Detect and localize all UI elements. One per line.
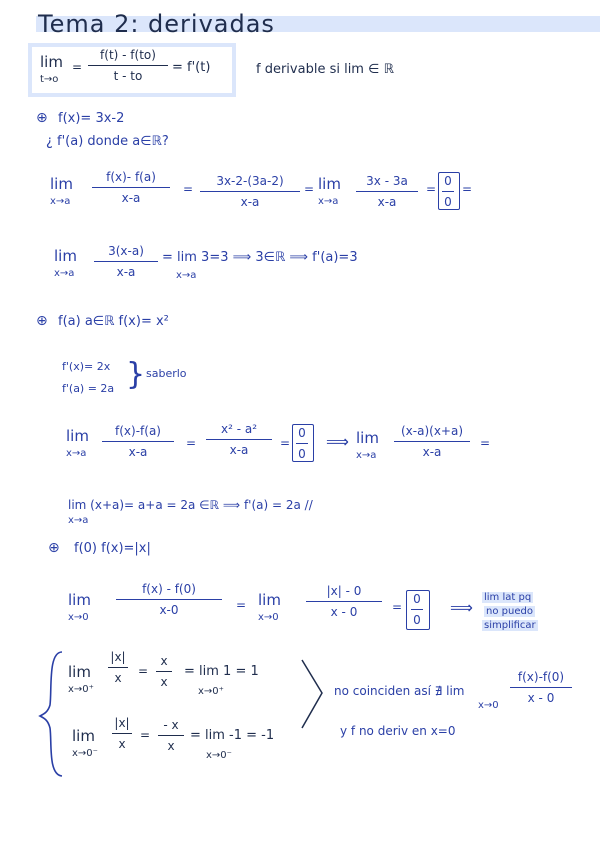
- ex3-case2-lim: lim x→0⁻: [72, 727, 98, 759]
- ex1-r1-frac2: 3x-2-(3a-2) x-a: [200, 174, 300, 209]
- ex3-case2-eq1: =: [140, 728, 151, 742]
- def-rhs: = f'(t): [172, 60, 211, 75]
- ex2-bullet-icon: ⊕: [36, 313, 48, 329]
- cases-right-bracket: [302, 660, 322, 728]
- ex3-r1-indet: 0 0: [411, 592, 423, 627]
- ex2-r1-lim: lim x→a: [66, 427, 89, 459]
- ex1-r1-lim2: lim x→a: [318, 175, 341, 207]
- ex1-r2-rest: = lim 3=3 ⟹ 3∈ℝ ⟹ f'(a)=3: [162, 250, 358, 265]
- ex1-r2-frac: 3(x-a) x-a: [94, 244, 158, 279]
- ex2-r2-sub: x→a: [68, 515, 89, 526]
- ex2-r1-eq3: =: [480, 436, 491, 450]
- ex2-r1-frac1: f(x)-f(a) x-a: [102, 424, 174, 459]
- ex1-r1-eq3: =: [426, 182, 437, 196]
- ex3-case2-frac1: |x| x: [112, 716, 132, 751]
- ex1-r2-lim: lim x→a: [54, 247, 77, 279]
- ex3-bullet-icon: ⊕: [48, 540, 60, 556]
- ex2-r1-arrow: ⟹: [326, 432, 349, 451]
- ex3-conclusion1-sub: x→0: [478, 700, 499, 711]
- page-title: Tema 2: derivadas: [38, 10, 275, 38]
- ex2-d2: f'(a) = 2a: [62, 382, 115, 395]
- ex3-case1-frac2: x x: [156, 654, 172, 689]
- ex2-r1-indet: 0 0: [296, 426, 308, 461]
- ex3-r1-note-3: simplificar: [484, 620, 536, 631]
- ex2-r1-eq1: =: [186, 436, 197, 450]
- ex2-r1-frac3: (x-a)(x+a) x-a: [394, 424, 470, 459]
- ex2-r1-lim2: lim x→a: [356, 429, 379, 461]
- ex1-r1-lim: lim x→a: [50, 175, 73, 207]
- def-fraction: f(t) - f(to) t - to: [88, 48, 168, 83]
- ex2-r2: lim (x+a)= a+a = 2a ∈ℝ ⟹ f'(a) = 2a //: [68, 498, 313, 512]
- ex3-conclusion1-frac: f(x)-f(0) x - 0: [510, 670, 572, 705]
- ex3-case2-rest: = lim -1 = -1: [190, 728, 275, 743]
- ex3-case1-frac1: |x| x: [108, 650, 128, 685]
- ex3-r1-eq1: =: [236, 598, 247, 612]
- ex3-case1-lim: lim x→0⁺: [68, 663, 94, 695]
- ex1-r1-frac1: f(x)- f(a) x-a: [92, 170, 170, 205]
- ex2-r1-eq2: =: [280, 436, 291, 450]
- def-lim: lim t→o: [40, 53, 63, 85]
- ex3-case1-sub2: x→0⁺: [198, 686, 224, 697]
- ex3-r1-arrow: ⟹: [450, 598, 473, 617]
- ex1-line2: ¿ f'(a) donde a∈ℝ?: [46, 134, 169, 149]
- ex3-r1-note-1: lim lat pq: [484, 592, 532, 603]
- ex2-d1: f'(x)= 2x: [62, 360, 111, 373]
- ex2-line1: f(a) a∈ℝ f(x)= x²: [58, 314, 169, 329]
- ex2-r1-frac2: x² - a² x-a: [206, 422, 272, 457]
- ex2-brace: }: [126, 357, 146, 392]
- ex1-r1-indet: 0 0: [442, 174, 454, 209]
- ex3-r1-note-2: no puedo: [486, 606, 533, 617]
- ex1-r1-eq1: =: [183, 182, 194, 196]
- ex2-saberlo: saberlo: [146, 367, 187, 380]
- cases-left-brace: [40, 652, 62, 776]
- ex3-line1: f(0) f(x)=|x|: [74, 541, 151, 556]
- ex3-r1-lim: lim x→0: [68, 591, 91, 623]
- def-note: f derivable si lim ∈ ℝ: [256, 62, 394, 77]
- ex3-conclusion1: no coinciden así ∄ lim: [334, 684, 465, 698]
- ex3-r1-eq2: =: [392, 600, 403, 614]
- ex1-r1-frac3: 3x - 3a x-a: [356, 174, 418, 209]
- ex3-case1-rest: = lim 1 = 1: [184, 664, 259, 679]
- ex3-case2-sub2: x→0⁻: [206, 750, 232, 761]
- ex3-r1-frac1: f(x) - f(0) x-0: [116, 582, 222, 617]
- ex1-r2-sub2: x→a: [176, 270, 197, 281]
- ex3-conclusion2: y f no deriv en x=0: [340, 724, 456, 738]
- ex1-line1: f(x)= 3x-2: [58, 111, 125, 126]
- ex1-r1-eq4: =: [462, 182, 473, 196]
- ex1-bullet-icon: ⊕: [36, 110, 48, 126]
- ex3-r1-lim2: lim x→0: [258, 591, 281, 623]
- def-eq: =: [72, 60, 83, 74]
- ex3-r1-frac2: |x| - 0 x - 0: [306, 584, 382, 619]
- ex1-r1-eq2: =: [304, 182, 315, 196]
- ex3-case2-frac2: - x x: [158, 718, 184, 753]
- ex3-case1-eq1: =: [138, 664, 149, 678]
